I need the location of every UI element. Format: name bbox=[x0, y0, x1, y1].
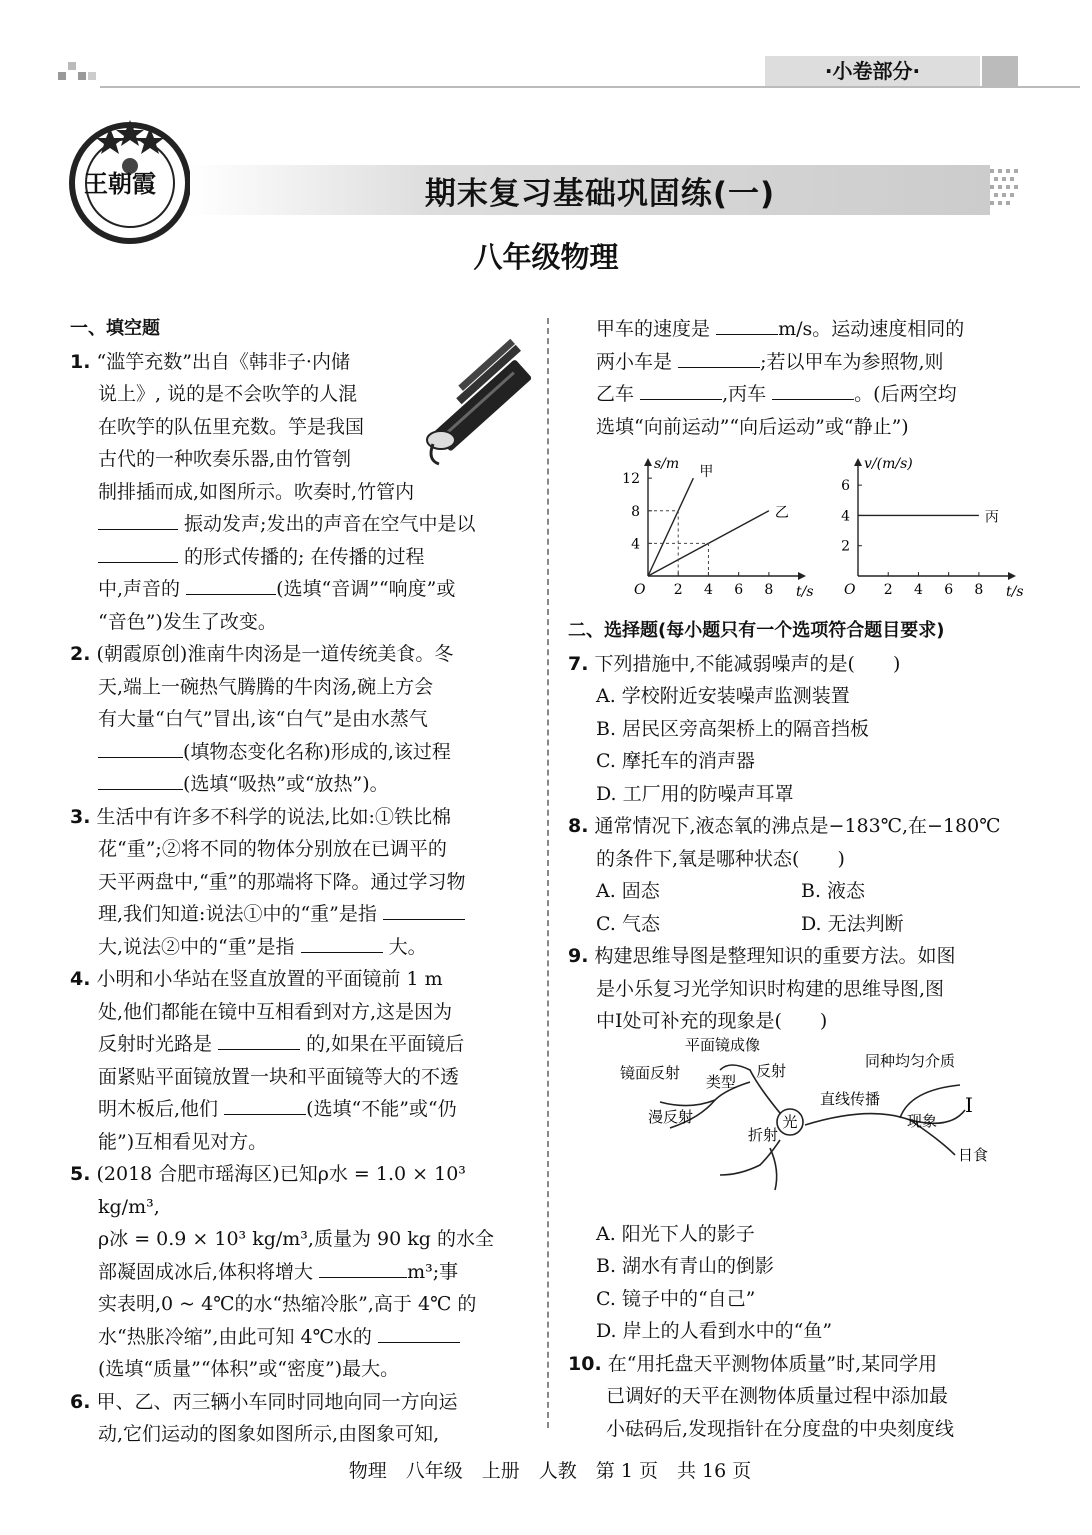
x-tick-label: 4 bbox=[913, 582, 923, 598]
question-number: 10. bbox=[568, 1352, 602, 1375]
optics-mind-map bbox=[600, 1030, 1020, 1205]
y-axis-arrow bbox=[644, 458, 652, 466]
q4-line: 能”)互相看见对方。 bbox=[98, 1130, 268, 1153]
q3-line: 生活中有许多不科学的说法,比如:①铁比棉 bbox=[96, 805, 451, 828]
series-label: 乙 bbox=[774, 504, 789, 521]
q2-line: 有大量“白气”冒出,该“白气”是由水蒸气 bbox=[98, 708, 428, 730]
question-6 bbox=[70, 1386, 530, 1451]
answer-blank[interactable] bbox=[301, 934, 383, 953]
mindmap-center-label: 光 bbox=[782, 1113, 798, 1131]
q4-line: 的,如果在平面镜后 bbox=[306, 1033, 465, 1055]
mindmap-node: 直线传播 bbox=[820, 1090, 881, 1108]
q6-line: 动,它们运动的图象如图所示,由图象可知, bbox=[98, 1423, 440, 1445]
question-3 bbox=[70, 801, 530, 964]
page-subtitle: 八年级物理 bbox=[473, 240, 619, 274]
question-7 bbox=[568, 648, 1028, 681]
option-b[interactable]: B. 液态 bbox=[801, 880, 866, 902]
q1-line: 振动发声;发出的声音在空气中是以 bbox=[184, 513, 476, 535]
q4-line: 面紧贴平面镜放置一块和平面镜等大的不透 bbox=[98, 1065, 460, 1088]
logo-text: 王朝霞 bbox=[84, 169, 156, 198]
answer-blank[interactable] bbox=[772, 381, 854, 400]
mindmap-branch bbox=[660, 1082, 750, 1106]
q4-line: (选填“不能”或“仍 bbox=[306, 1098, 457, 1120]
origin-label: O bbox=[844, 582, 856, 598]
q10-stem: 已调好的天平在测物体质量过程中添加最 bbox=[606, 1385, 949, 1407]
mindmap-node: 平面镜成像 bbox=[685, 1036, 761, 1054]
answer-blank[interactable] bbox=[98, 511, 178, 530]
q1-line: 在吹竽的队伍里充数。竽是我国 bbox=[98, 415, 365, 438]
question-8 bbox=[568, 810, 1028, 875]
series-label: 甲 bbox=[699, 464, 714, 481]
mindmap-node: 镜面反射 bbox=[620, 1064, 681, 1082]
q3-line: 花“重”;②将不同的物体分别放在已调平的 bbox=[98, 838, 447, 860]
q6-line: 甲车的速度是 bbox=[596, 318, 711, 340]
title-banner-dots bbox=[988, 165, 1028, 215]
mindmap-branch bbox=[805, 1110, 965, 1125]
column-divider bbox=[547, 318, 549, 1428]
mindmap-node: 类型 bbox=[706, 1073, 737, 1091]
question-number: 6. bbox=[70, 1390, 91, 1413]
question-4 bbox=[70, 963, 530, 1158]
option-b[interactable]: B. 湖水有青山的倒影 bbox=[596, 1255, 775, 1277]
series-line bbox=[648, 478, 693, 576]
mindmap-node: 反射 bbox=[756, 1062, 787, 1080]
section-heading-fill-blank: 一、填空题 bbox=[70, 318, 160, 339]
q9-stem: 构建思维导图是整理知识的重要方法。如图 bbox=[594, 945, 956, 967]
q6-line: 甲、乙、丙三辆小车同时同地向同一方向运 bbox=[96, 1390, 458, 1413]
question-5 bbox=[70, 1158, 530, 1386]
q8-stem: 通常情况下,液态氧的沸点是−183℃,在−180℃ bbox=[594, 815, 1001, 837]
mindmap-branch bbox=[720, 1140, 780, 1175]
q1-line: “滥竽充数”出自《韩非子·内储 bbox=[96, 350, 350, 373]
answer-blank[interactable] bbox=[186, 576, 276, 595]
question-number: 3. bbox=[70, 805, 91, 828]
x-tick-label: 2 bbox=[883, 582, 893, 598]
y-axis-label: s/m bbox=[654, 456, 680, 472]
mindmap-node: 同种均匀介质 bbox=[865, 1052, 956, 1070]
q1-line: 说上》, 说的是不会吹竽的人混 bbox=[98, 383, 358, 405]
question-10 bbox=[568, 1348, 1028, 1446]
x-tick-label: 2 bbox=[673, 582, 683, 598]
mindmap-branch bbox=[770, 1148, 777, 1190]
motion-graphs bbox=[596, 440, 1024, 610]
page-title: 期末复习基础巩固练(一) bbox=[424, 176, 776, 212]
answer-blank[interactable] bbox=[378, 1324, 460, 1343]
y-tick-label: 12 bbox=[622, 471, 640, 488]
question-number: 1. bbox=[70, 350, 91, 373]
header-rule bbox=[100, 86, 1080, 88]
header-decoration bbox=[58, 62, 106, 86]
q10-stem: 小砝码后,发现指针在分度盘的中央刻度线 bbox=[606, 1417, 955, 1440]
section-badge: ·小卷部分· bbox=[765, 56, 980, 86]
q2-line: 天,端上一碗热气腾腾的牛肉汤,碗上方会 bbox=[98, 675, 434, 698]
option-c[interactable]: C. 摩托车的消声器 bbox=[596, 750, 755, 772]
q6-line: 乙车 bbox=[596, 383, 635, 405]
q5-line: 水“热胀冷缩”,由此可知 4℃水的 bbox=[98, 1325, 372, 1348]
q4-line: 小明和小华站在竖直放置的平面镜前 1 m bbox=[96, 968, 443, 990]
x-axis-arrow bbox=[798, 572, 806, 580]
q6-continued bbox=[568, 313, 1028, 443]
q5-line: m³;事 bbox=[407, 1260, 459, 1283]
q6-line: m/s。运动速度相同的 bbox=[778, 318, 965, 340]
y-tick-label: 8 bbox=[631, 503, 640, 520]
x-tick-label: 6 bbox=[944, 582, 954, 598]
q1-line: 的形式传播的; 在传播的过程 bbox=[184, 545, 425, 568]
x-tick-label: 4 bbox=[703, 582, 713, 598]
mindmap-node: 现象 bbox=[907, 1112, 938, 1130]
q6-line: 。(后两空均 bbox=[854, 383, 957, 405]
origin-label: O bbox=[634, 582, 646, 598]
question-number: 2. bbox=[70, 643, 91, 665]
question-number: 9. bbox=[568, 945, 589, 967]
left-column bbox=[70, 313, 530, 1451]
y-tick-label: 6 bbox=[841, 478, 850, 495]
y-tick-label: 2 bbox=[841, 538, 850, 555]
answer-blank[interactable] bbox=[640, 381, 722, 400]
q5-line: 实表明,0 ~ 4℃的水“热缩冷胀”,高于 4℃ 的 bbox=[98, 1293, 477, 1315]
option-d[interactable]: D. 无法判断 bbox=[801, 912, 904, 935]
q5-line: (2018 合肥市瑶海区)已知ρ水 = 1.0 × 10³ kg/m³, bbox=[96, 1163, 466, 1218]
q2-line: (填物态变化名称)形成的,该过程 bbox=[183, 740, 451, 763]
q9-stem: 中Ⅰ处可补充的现象是( ) bbox=[596, 1010, 828, 1032]
answer-blank[interactable] bbox=[319, 1259, 407, 1278]
q6-line: 选填“向前运动”“向后运动”或“静止”) bbox=[596, 415, 909, 438]
question-number: 5. bbox=[70, 1163, 91, 1185]
answer-blank[interactable] bbox=[383, 901, 465, 920]
y-tick-label: 4 bbox=[841, 508, 850, 525]
option-a[interactable]: A. 学校附近安装噪声监测装置 bbox=[596, 685, 850, 707]
badge-end-block bbox=[982, 56, 1018, 86]
answer-blank[interactable] bbox=[98, 739, 183, 758]
q5-line: 部凝固成冰后,体积将增大 bbox=[98, 1260, 314, 1283]
q3-line: 天平两盘中,“重”的那端将下降。通过学习物 bbox=[98, 870, 466, 893]
q2-line: (选填“吸热”或“放热”)。 bbox=[183, 773, 389, 795]
option-a[interactable]: A. 阳光下人的影子 bbox=[596, 1222, 755, 1245]
q1-line: “音色”)发生了改变。 bbox=[98, 610, 277, 633]
series-label: 丙 bbox=[984, 509, 999, 526]
answer-blank[interactable] bbox=[224, 1096, 306, 1115]
mindmap-node: 漫反射 bbox=[648, 1108, 694, 1126]
x-axis-label: t/s bbox=[1006, 584, 1024, 600]
page-footer: 物理 八年级 上册 人教 第 1 页 共 16 页 bbox=[348, 1460, 752, 1482]
x-axis-arrow bbox=[1008, 572, 1016, 580]
question-9 bbox=[568, 940, 1028, 1038]
x-tick-label: 8 bbox=[974, 582, 984, 598]
question-number: 4. bbox=[70, 968, 91, 990]
q10-stem: 在“用托盘天平测物体质量”时,某同学用 bbox=[607, 1352, 938, 1375]
y-tick-label: 4 bbox=[631, 536, 640, 553]
q6-line: ;若以甲车为参照物,则 bbox=[760, 350, 944, 373]
option-d[interactable]: D. 岸上的人看到水中的“鱼” bbox=[596, 1320, 833, 1342]
q9-stem: 是小乐复习光学知识时构建的思维导图,图 bbox=[596, 977, 945, 1000]
option-c[interactable]: C. 气态 bbox=[596, 912, 660, 935]
answer-blank[interactable] bbox=[716, 316, 778, 335]
q8-stem: 的条件下,氧是哪种状态( ) bbox=[596, 847, 845, 870]
q5-line: ρ冰 = 0.9 × 10³ kg/m³,质量为 90 kg 的水全 bbox=[98, 1228, 494, 1250]
q1-line: 中,声音的 bbox=[98, 578, 181, 600]
q2-line: (朝霞原创)淮南牛肉汤是一道传统美食。冬 bbox=[96, 643, 454, 665]
option-b[interactable]: B. 居民区旁高架桥上的隔音挡板 bbox=[596, 717, 870, 740]
x-tick-label: 6 bbox=[734, 582, 744, 598]
y-axis-arrow bbox=[854, 458, 862, 466]
answer-blank[interactable] bbox=[678, 349, 760, 368]
q3-line: 大。 bbox=[388, 935, 427, 958]
q3-line: 理,我们知道:说法①中的“重”是指 bbox=[98, 903, 377, 925]
q1-line: 制排插而成,如图所示。吹奏时,竹管内 bbox=[98, 480, 415, 503]
mindmap-node: 折射 bbox=[748, 1126, 779, 1144]
option-d[interactable]: D. 工厂用的防噪声耳罩 bbox=[596, 782, 794, 805]
q4-line: 反射时光路是 bbox=[98, 1033, 213, 1055]
option-row bbox=[568, 875, 1028, 908]
mindmap-node: 日食 bbox=[958, 1146, 989, 1164]
section-heading-choice: 二、选择题(每小题只有一个选项符合题目要求) bbox=[568, 620, 945, 641]
option-row bbox=[568, 908, 1028, 941]
q1-line: 古代的一种吹奏乐器,由竹管刳 bbox=[98, 448, 352, 470]
option-a[interactable]: A. 固态 bbox=[596, 880, 660, 902]
option-c[interactable]: C. 镜子中的“自己” bbox=[596, 1287, 756, 1310]
y-axis-label: v/(m/s) bbox=[864, 456, 913, 472]
question-2 bbox=[70, 638, 530, 801]
x-tick-label: 8 bbox=[764, 582, 774, 598]
answer-blank[interactable] bbox=[98, 544, 178, 563]
q4-line: 处,他们都能在镜中互相看到对方,这是因为 bbox=[98, 1000, 453, 1023]
q6-line: ,丙车 bbox=[722, 383, 767, 405]
q6-line: 两小车是 bbox=[596, 350, 673, 373]
q4-line: 明木板后,他们 bbox=[98, 1098, 219, 1120]
q7-stem: 下列措施中,不能减弱噪声的是( ) bbox=[594, 652, 901, 675]
question-number: 8. bbox=[568, 815, 589, 837]
answer-blank[interactable] bbox=[98, 771, 183, 790]
q3-line: 大,说法②中的“重”是指 bbox=[98, 935, 295, 958]
q1-line: (选填“音调”“响度”或 bbox=[276, 578, 456, 600]
mindmap-node: Ⅰ bbox=[965, 1093, 973, 1117]
x-axis-label: t/s bbox=[796, 584, 814, 600]
sheng-instrument-illustration bbox=[413, 360, 543, 470]
question-number: 7. bbox=[568, 652, 589, 675]
answer-blank[interactable] bbox=[218, 1031, 300, 1050]
q5-line: (选填“质量”“体积”或“密度”)最大。 bbox=[98, 1358, 400, 1380]
